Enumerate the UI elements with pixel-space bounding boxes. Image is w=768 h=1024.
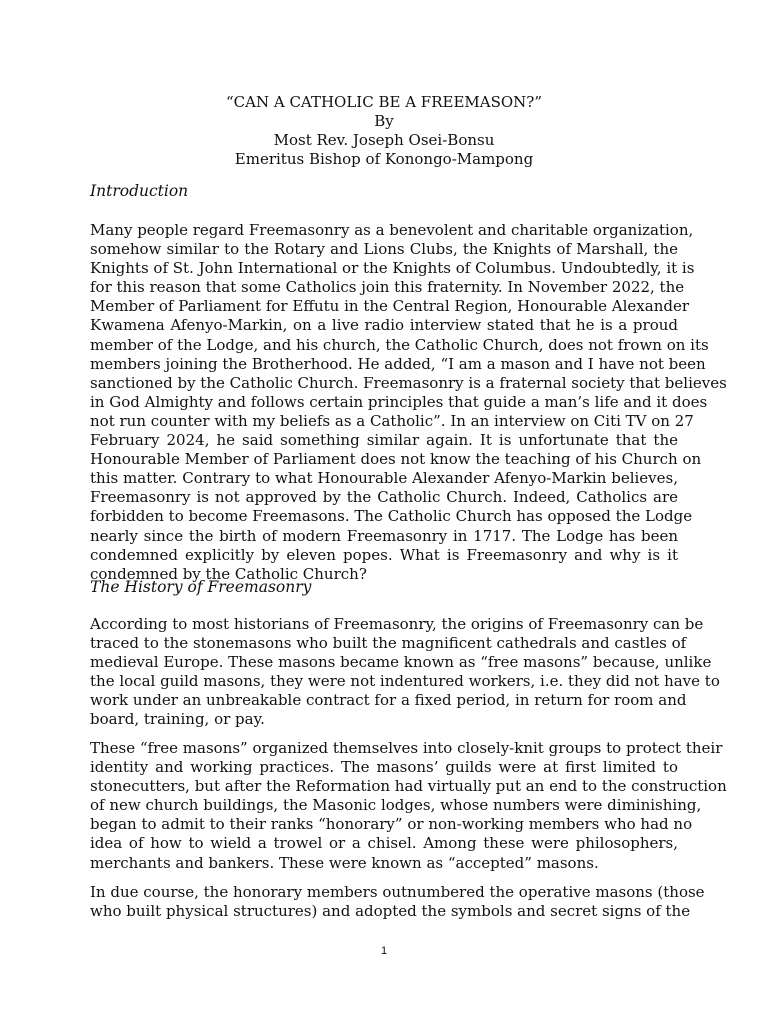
text-line: the local guild masons, they were not indentured workers, i.e. they did not have to — [90, 672, 720, 691]
text-line: work under an unbreakable contract for a fixed period, in return for room and — [90, 691, 687, 710]
text-line: In due course, the honorary members outnumbered the operative masons (those — [90, 883, 705, 901]
text-line: According to most historians of Freemasonry, the origins of Freemasonry can be — [90, 615, 704, 633]
text-line: Member of Parliament for Effutu in the Central Region, Honourable Alexander — [90, 297, 690, 316]
text-line: merchants and bankers. These were known as “accepted” masons. — [90, 853, 599, 872]
author-role: Emeritus Bishop of Konongo-Mampong — [234, 150, 534, 168]
title-block — [90, 93, 678, 169]
text-line: sanctioned by the Catholic Church. Freemasonry is a fraternal society that believes — [90, 373, 727, 392]
text-line: condemned explicitly by eleven popes. What is Freemasonry and why is it — [90, 545, 678, 564]
text-line: nearly since the birth of modern Freemasonry in 1717. The Lodge has been — [90, 526, 678, 545]
text-line: forbidden to become Freemasons. The Catholic Church has opposed the Lodge — [90, 507, 693, 526]
paragraph-history-origins — [90, 615, 720, 730]
text-line: this matter. Contrary to what Honourable Alexander Afenyo-Markin believes, — [90, 469, 678, 488]
text-line: February 2024, he said something similar again. It is unfortunate that the — [90, 431, 678, 450]
author-name: Most Rev. Joseph Osei-Bonsu — [273, 131, 495, 149]
document-title: “CAN A CATHOLIC BE A FREEMASON?” — [225, 93, 543, 111]
text-line: somehow similar to the Rotary and Lions Clubs, the Knights of Marshall, the — [90, 240, 678, 259]
paragraph-introduction — [90, 221, 727, 584]
text-line: idea of how to wield a trowel or a chisel. Among these were philosophers, — [90, 834, 678, 853]
text-line: members joining the Brotherhood. He added, “I am a mason and I have not been — [90, 354, 706, 373]
text-line: of new church buildings, the Masonic lodges, whose numbers were diminishing, — [90, 796, 702, 815]
text-line: identity and working practices. The masons’ guilds were at first limited to — [90, 758, 678, 777]
text-line: traced to the stonemasons who built the magnificent cathedrals and castles of — [90, 634, 687, 653]
text-line: condemned by the Catholic Church? — [90, 564, 367, 583]
text-line: These “free masons” organized themselves into closely-knit groups to protect their — [90, 739, 723, 757]
text-line: Many people regard Freemasonry as a benevolent and charitable organization, — [90, 221, 694, 239]
text-line: member of the Lodge, and his church, the Catholic Church, does not frown on its — [90, 335, 709, 354]
text-line: Knights of St. John International or the Knights of Columbus. Undoubtedly, it is — [90, 259, 695, 278]
text-line: who built physical structures) and adopted the symbols and secret signs of the — [90, 902, 691, 921]
section-heading-introduction: Introduction — [90, 182, 189, 200]
text-line: Freemasonry is not approved by the Catholic Church. Indeed, Catholics are — [90, 488, 678, 507]
page-number: 1 — [380, 945, 388, 957]
paragraph-history-honorary — [90, 883, 705, 921]
text-line: board, training, or pay. — [90, 710, 265, 729]
text-line: Kwamena Afenyo-Markin, on a live radio interview stated that he is a proud — [90, 316, 678, 335]
paragraph-history-guilds — [90, 739, 727, 873]
section-heading-history: The History of Freemasonry — [90, 578, 312, 596]
text-line: for this reason that some Catholics join this fraternity. In November 2022, the — [90, 278, 685, 297]
text-line: began to admit to their ranks “honorary” or non-working members who had no — [90, 815, 693, 834]
text-line: stonecutters, but after the Reformation had virtually put an end to the construction — [90, 777, 727, 796]
text-line: Honourable Member of Parliament does not know the teaching of his Church on — [90, 450, 702, 469]
text-line: medieval Europe. These masons became known as “free masons” because, unlike — [90, 653, 712, 672]
byline-by: By — [374, 112, 394, 130]
text-line: not run counter with my beliefs as a Catholic”. In an interview on Citi TV on 27 — [90, 411, 694, 430]
text-line: in God Almighty and follows certain principles that guide a man’s life and it does — [90, 392, 708, 411]
